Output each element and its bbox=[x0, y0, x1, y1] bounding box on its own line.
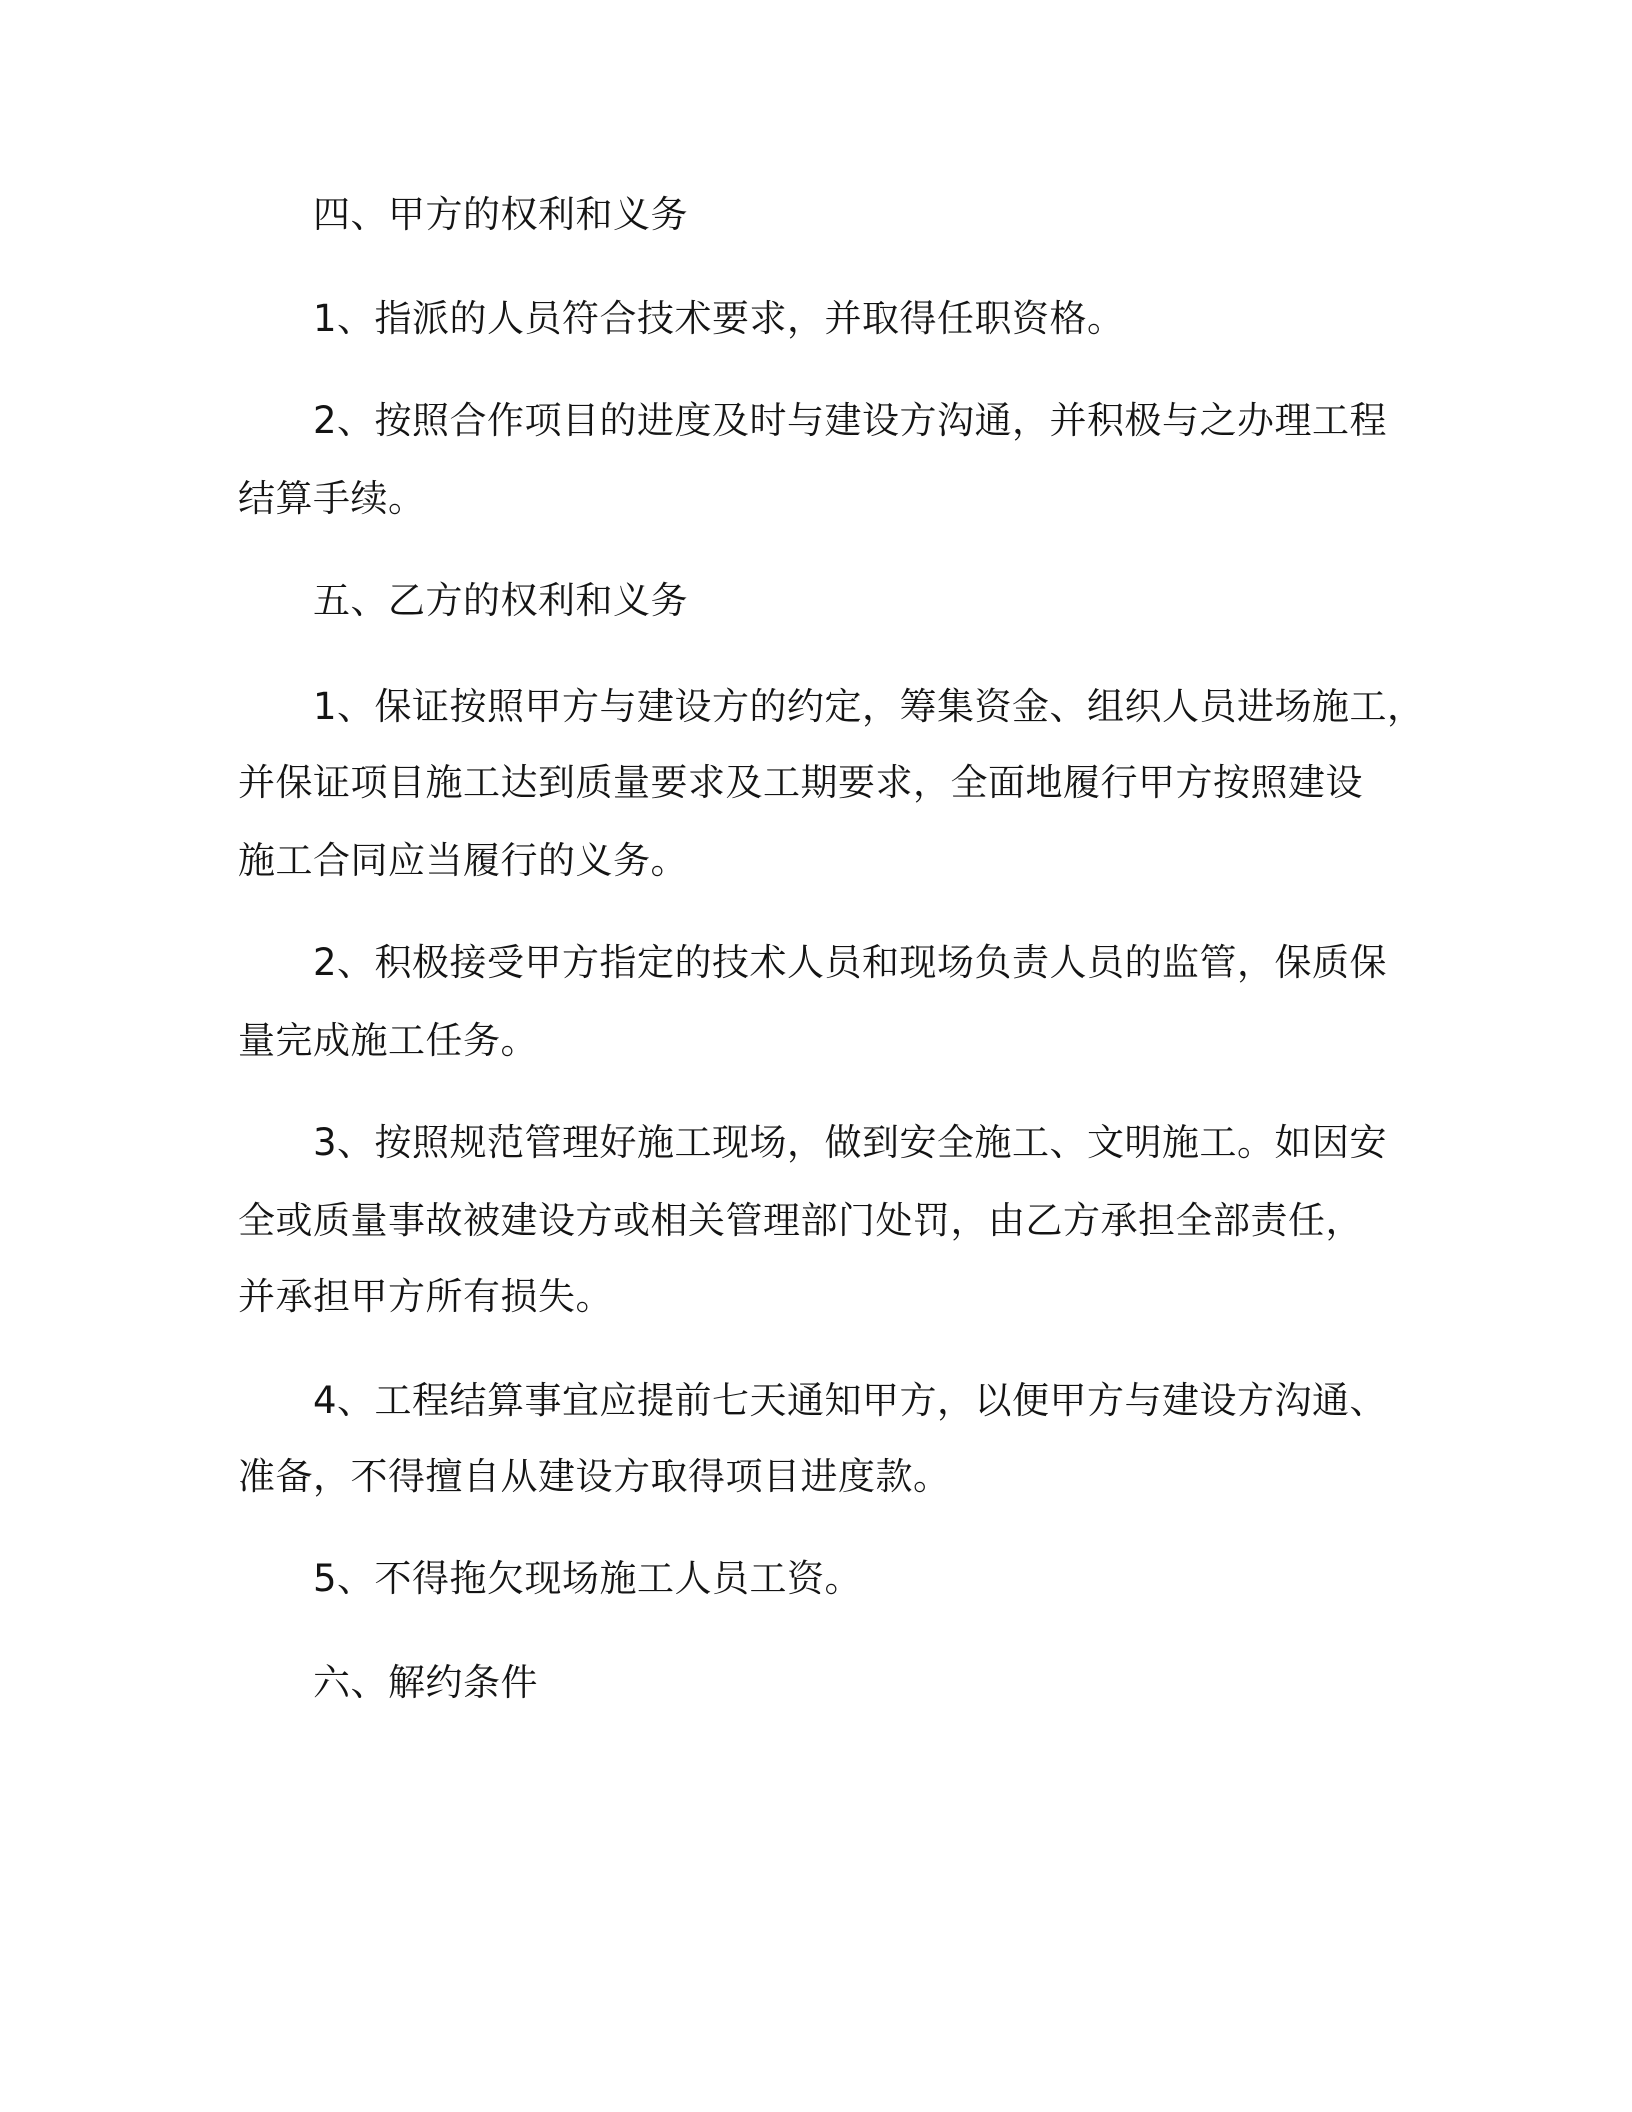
section-4-heading: 四、甲方的权利和义务 bbox=[313, 193, 688, 236]
section-4-item-1: 1、指派的人员符合技术要求，并取得任职资格。 bbox=[313, 297, 1125, 340]
section-5-item-3-line-2: 全或质量事故被建设方或相关管理部门处罚，由乙方承担全部责任， bbox=[238, 1199, 1363, 1242]
section-5-item-3-line-3: 并承担甲方所有损失。 bbox=[238, 1275, 613, 1318]
section-6-heading: 六、解约条件 bbox=[313, 1661, 538, 1704]
section-5-item-1-line-3: 施工合同应当履行的义务。 bbox=[238, 839, 688, 882]
section-4-item-2-line-1: 2、按照合作项目的进度及时与建设方沟通，并积极与之办理工程 bbox=[313, 399, 1388, 442]
section-4-item-2-line-2: 结算手续。 bbox=[238, 477, 426, 520]
section-5-item-4-line-1: 4、工程结算事宜应提前七天通知甲方，以便甲方与建设方沟通、 bbox=[313, 1379, 1388, 1422]
section-5-item-1-line-1: 1、保证按照甲方与建设方的约定，筹集资金、组织人员进场施工， bbox=[313, 685, 1425, 728]
section-5-item-4-line-2: 准备，不得擅自从建设方取得项目进度款。 bbox=[238, 1455, 951, 1498]
section-5-item-2-line-1: 2、积极接受甲方指定的技术人员和现场负责人员的监管，保质保 bbox=[313, 941, 1388, 984]
section-5-heading: 五、乙方的权利和义务 bbox=[313, 579, 688, 622]
section-5-item-3-line-1: 3、按照规范管理好施工现场，做到安全施工、文明施工。如因安 bbox=[313, 1121, 1388, 1164]
section-5-item-5: 5、不得拖欠现场施工人员工资。 bbox=[313, 1557, 863, 1600]
section-5-item-2-line-2: 量完成施工任务。 bbox=[238, 1019, 538, 1062]
section-5-item-1-line-2: 并保证项目施工达到质量要求及工期要求，全面地履行甲方按照建设 bbox=[238, 761, 1363, 804]
